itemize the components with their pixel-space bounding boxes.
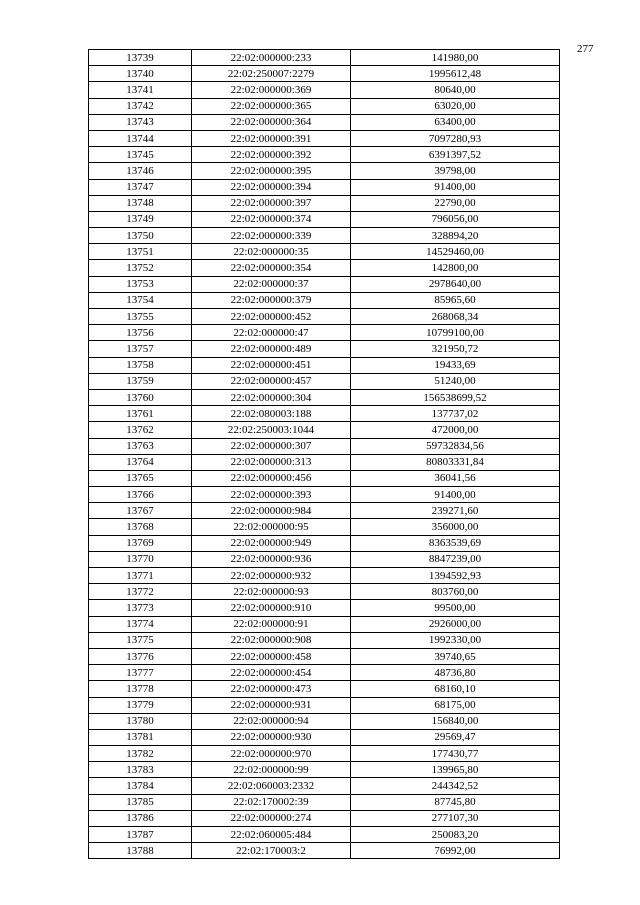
row-number-cell: 13754	[89, 292, 192, 308]
table-row	[89, 114, 560, 130]
cadastral-number-cell: 22:02:000000:395	[192, 163, 351, 179]
table-row	[89, 357, 560, 373]
row-number-cell: 13760	[89, 389, 192, 405]
cadastral-value-cell: 6391397,52	[351, 147, 560, 163]
row-number-cell: 13788	[89, 843, 192, 859]
cadastral-value-cell: 63400,00	[351, 114, 560, 130]
cadastral-number-cell: 22:02:000000:392	[192, 147, 351, 163]
cadastral-value-cell: 803760,00	[351, 584, 560, 600]
row-number-cell: 13768	[89, 519, 192, 535]
table-row	[89, 551, 560, 567]
cadastral-value-cell: 2926000,00	[351, 616, 560, 632]
cadastral-value-cell: 63020,00	[351, 98, 560, 114]
table-row	[89, 244, 560, 260]
row-number-cell: 13745	[89, 147, 192, 163]
table-row	[89, 827, 560, 843]
row-number-cell: 13783	[89, 762, 192, 778]
row-number-cell: 13767	[89, 503, 192, 519]
table-row	[89, 66, 560, 82]
cadastral-value-cell: 472000,00	[351, 422, 560, 438]
cadastral-value-cell: 137737,02	[351, 406, 560, 422]
row-number-cell: 13766	[89, 487, 192, 503]
cadastral-number-cell: 22:02:000000:354	[192, 260, 351, 276]
row-number-cell: 13746	[89, 163, 192, 179]
table-row	[89, 82, 560, 98]
table-row	[89, 389, 560, 405]
cadastral-number-cell: 22:02:000000:393	[192, 487, 351, 503]
table-body	[89, 50, 560, 859]
cadastral-number-cell: 22:02:000000:37	[192, 276, 351, 292]
cadastral-number-cell: 22:02:000000:391	[192, 130, 351, 146]
cadastral-number-cell: 22:02:000000:473	[192, 681, 351, 697]
cadastral-number-cell: 22:02:060003:2332	[192, 778, 351, 794]
cadastral-number-cell: 22:02:000000:454	[192, 665, 351, 681]
row-number-cell: 13748	[89, 195, 192, 211]
cadastral-value-cell: 7097280,93	[351, 130, 560, 146]
cadastral-number-cell: 22:02:080003:188	[192, 406, 351, 422]
cadastral-value-cell: 48736,80	[351, 665, 560, 681]
cadastral-value-cell: 268068,34	[351, 309, 560, 325]
row-number-cell: 13739	[89, 50, 192, 66]
cadastral-number-cell: 22:02:000000:369	[192, 82, 351, 98]
row-number-cell: 13753	[89, 276, 192, 292]
cadastral-value-cell: 80640,00	[351, 82, 560, 98]
cadastral-number-cell: 22:02:000000:394	[192, 179, 351, 195]
cadastral-number-cell: 22:02:000000:456	[192, 470, 351, 486]
row-number-cell: 13759	[89, 373, 192, 389]
cadastral-number-cell: 22:02:000000:307	[192, 438, 351, 454]
cadastral-value-cell: 321950,72	[351, 341, 560, 357]
table-row	[89, 422, 560, 438]
cadastral-value-cell: 22790,00	[351, 195, 560, 211]
cadastral-number-cell: 22:02:000000:304	[192, 389, 351, 405]
table-row	[89, 470, 560, 486]
row-number-cell: 13772	[89, 584, 192, 600]
cadastral-value-cell: 141980,00	[351, 50, 560, 66]
row-number-cell: 13787	[89, 827, 192, 843]
row-number-cell: 13785	[89, 794, 192, 810]
table-row	[89, 179, 560, 195]
row-number-cell: 13762	[89, 422, 192, 438]
table-row	[89, 713, 560, 729]
table-row	[89, 729, 560, 745]
cadastral-value-cell: 8363539,69	[351, 535, 560, 551]
page-number: 277	[577, 43, 594, 55]
row-number-cell: 13743	[89, 114, 192, 130]
cadastral-number-cell: 22:02:250003:1044	[192, 422, 351, 438]
cadastral-value-cell: 19433,69	[351, 357, 560, 373]
cadastral-value-cell: 277107,30	[351, 810, 560, 826]
table-row	[89, 746, 560, 762]
cadastral-value-cell: 2978640,00	[351, 276, 560, 292]
cadastral-number-cell: 22:02:000000:397	[192, 195, 351, 211]
row-number-cell: 13765	[89, 470, 192, 486]
table-row	[89, 211, 560, 227]
cadastral-value-cell: 1995612,48	[351, 66, 560, 82]
cadastral-number-cell: 22:02:000000:35	[192, 244, 351, 260]
table-row	[89, 406, 560, 422]
cadastral-value-cell: 76992,00	[351, 843, 560, 859]
row-number-cell: 13774	[89, 616, 192, 632]
cadastral-value-cell: 87745,80	[351, 794, 560, 810]
cadastral-number-cell: 22:02:000000:93	[192, 584, 351, 600]
table-row	[89, 600, 560, 616]
table-row	[89, 147, 560, 163]
row-number-cell: 13747	[89, 179, 192, 195]
cadastral-number-cell: 22:02:000000:458	[192, 648, 351, 664]
cadastral-number-cell: 22:02:000000:374	[192, 211, 351, 227]
cadastral-number-cell: 22:02:000000:932	[192, 568, 351, 584]
table-row	[89, 697, 560, 713]
cadastral-value-cell: 10799100,00	[351, 325, 560, 341]
table-row	[89, 794, 560, 810]
cadastral-number-cell: 22:02:000000:339	[192, 228, 351, 244]
cadastral-number-cell: 22:02:000000:970	[192, 746, 351, 762]
table-row	[89, 130, 560, 146]
table-row	[89, 843, 560, 859]
table-row	[89, 341, 560, 357]
row-number-cell: 13782	[89, 746, 192, 762]
table-row	[89, 260, 560, 276]
row-number-cell: 13770	[89, 551, 192, 567]
row-number-cell: 13776	[89, 648, 192, 664]
table-row	[89, 163, 560, 179]
cadastral-number-cell: 22:02:000000:910	[192, 600, 351, 616]
cadastral-value-cell: 14529460,00	[351, 244, 560, 260]
row-number-cell: 13740	[89, 66, 192, 82]
cadastral-value-cell: 36041,56	[351, 470, 560, 486]
cadastral-number-cell: 22:02:170003:2	[192, 843, 351, 859]
cadastral-value-cell: 328894,20	[351, 228, 560, 244]
table-row	[89, 762, 560, 778]
cadastral-value-cell: 1992330,00	[351, 632, 560, 648]
row-number-cell: 13749	[89, 211, 192, 227]
table-row	[89, 276, 560, 292]
cadastral-value-table	[88, 49, 560, 859]
cadastral-value-cell: 796056,00	[351, 211, 560, 227]
cadastral-number-cell: 22:02:000000:457	[192, 373, 351, 389]
table-row	[89, 519, 560, 535]
table-row	[89, 584, 560, 600]
row-number-cell: 13750	[89, 228, 192, 244]
table-row	[89, 665, 560, 681]
table-row	[89, 228, 560, 244]
row-number-cell: 13773	[89, 600, 192, 616]
cadastral-number-cell: 22:02:000000:274	[192, 810, 351, 826]
cadastral-number-cell: 22:02:000000:452	[192, 309, 351, 325]
cadastral-number-cell: 22:02:000000:379	[192, 292, 351, 308]
row-number-cell: 13758	[89, 357, 192, 373]
row-number-cell: 13769	[89, 535, 192, 551]
row-number-cell: 13777	[89, 665, 192, 681]
row-number-cell: 13742	[89, 98, 192, 114]
cadastral-value-cell: 51240,00	[351, 373, 560, 389]
row-number-cell: 13771	[89, 568, 192, 584]
table-row	[89, 616, 560, 632]
cadastral-value-cell: 68160,10	[351, 681, 560, 697]
table-row	[89, 195, 560, 211]
cadastral-value-cell: 177430,77	[351, 746, 560, 762]
cadastral-value-cell: 250083,20	[351, 827, 560, 843]
cadastral-number-cell: 22:02:000000:233	[192, 50, 351, 66]
row-number-cell: 13744	[89, 130, 192, 146]
cadastral-value-cell: 91400,00	[351, 179, 560, 195]
cadastral-value-cell: 139965,80	[351, 762, 560, 778]
cadastral-value-cell: 156538699,52	[351, 389, 560, 405]
cadastral-value-cell: 59732834,56	[351, 438, 560, 454]
cadastral-number-cell: 22:02:000000:908	[192, 632, 351, 648]
cadastral-number-cell: 22:02:000000:489	[192, 341, 351, 357]
row-number-cell: 13781	[89, 729, 192, 745]
cadastral-value-cell: 99500,00	[351, 600, 560, 616]
cadastral-number-cell: 22:02:000000:313	[192, 454, 351, 470]
row-number-cell: 13763	[89, 438, 192, 454]
table-row	[89, 50, 560, 66]
table-row	[89, 438, 560, 454]
cadastral-value-cell: 80803331,84	[351, 454, 560, 470]
cadastral-value-cell: 239271,60	[351, 503, 560, 519]
cadastral-value-cell: 156840,00	[351, 713, 560, 729]
table-row	[89, 98, 560, 114]
cadastral-number-cell: 22:02:250007:2279	[192, 66, 351, 82]
row-number-cell: 13778	[89, 681, 192, 697]
row-number-cell: 13784	[89, 778, 192, 794]
cadastral-value-cell: 91400,00	[351, 487, 560, 503]
row-number-cell: 13752	[89, 260, 192, 276]
cadastral-number-cell: 22:02:000000:365	[192, 98, 351, 114]
table-row	[89, 681, 560, 697]
row-number-cell: 13764	[89, 454, 192, 470]
row-number-cell: 13779	[89, 697, 192, 713]
cadastral-number-cell: 22:02:000000:451	[192, 357, 351, 373]
cadastral-value-cell: 39740,65	[351, 648, 560, 664]
table-row	[89, 810, 560, 826]
table-row	[89, 648, 560, 664]
cadastral-value-cell: 68175,00	[351, 697, 560, 713]
cadastral-number-cell: 22:02:000000:931	[192, 697, 351, 713]
table-row	[89, 778, 560, 794]
cadastral-number-cell: 22:02:000000:364	[192, 114, 351, 130]
table-row	[89, 309, 560, 325]
row-number-cell: 13756	[89, 325, 192, 341]
cadastral-value-cell: 39798,00	[351, 163, 560, 179]
cadastral-value-cell: 142800,00	[351, 260, 560, 276]
row-number-cell: 13757	[89, 341, 192, 357]
row-number-cell: 13761	[89, 406, 192, 422]
cadastral-number-cell: 22:02:000000:949	[192, 535, 351, 551]
row-number-cell: 13741	[89, 82, 192, 98]
cadastral-number-cell: 22:02:000000:91	[192, 616, 351, 632]
table-row	[89, 292, 560, 308]
table-row	[89, 535, 560, 551]
cadastral-number-cell: 22:02:000000:94	[192, 713, 351, 729]
cadastral-value-cell: 8847239,00	[351, 551, 560, 567]
cadastral-number-cell: 22:02:000000:936	[192, 551, 351, 567]
cadastral-value-cell: 85965,60	[351, 292, 560, 308]
row-number-cell: 13786	[89, 810, 192, 826]
cadastral-number-cell: 22:02:000000:99	[192, 762, 351, 778]
cadastral-value-cell: 29569,47	[351, 729, 560, 745]
row-number-cell: 13755	[89, 309, 192, 325]
table-row	[89, 373, 560, 389]
table-row	[89, 632, 560, 648]
row-number-cell: 13780	[89, 713, 192, 729]
row-number-cell: 13751	[89, 244, 192, 260]
table-row	[89, 325, 560, 341]
cadastral-number-cell: 22:02:000000:930	[192, 729, 351, 745]
table-row	[89, 454, 560, 470]
cadastral-value-cell: 356000,00	[351, 519, 560, 535]
table-row	[89, 503, 560, 519]
cadastral-value-cell: 1394592,93	[351, 568, 560, 584]
cadastral-number-cell: 22:02:000000:95	[192, 519, 351, 535]
cadastral-number-cell: 22:02:000000:984	[192, 503, 351, 519]
cadastral-number-cell: 22:02:060005:484	[192, 827, 351, 843]
table-row	[89, 568, 560, 584]
cadastral-value-cell: 244342,52	[351, 778, 560, 794]
table-row	[89, 487, 560, 503]
cadastral-number-cell: 22:02:000000:47	[192, 325, 351, 341]
row-number-cell: 13775	[89, 632, 192, 648]
cadastral-number-cell: 22:02:170002:39	[192, 794, 351, 810]
